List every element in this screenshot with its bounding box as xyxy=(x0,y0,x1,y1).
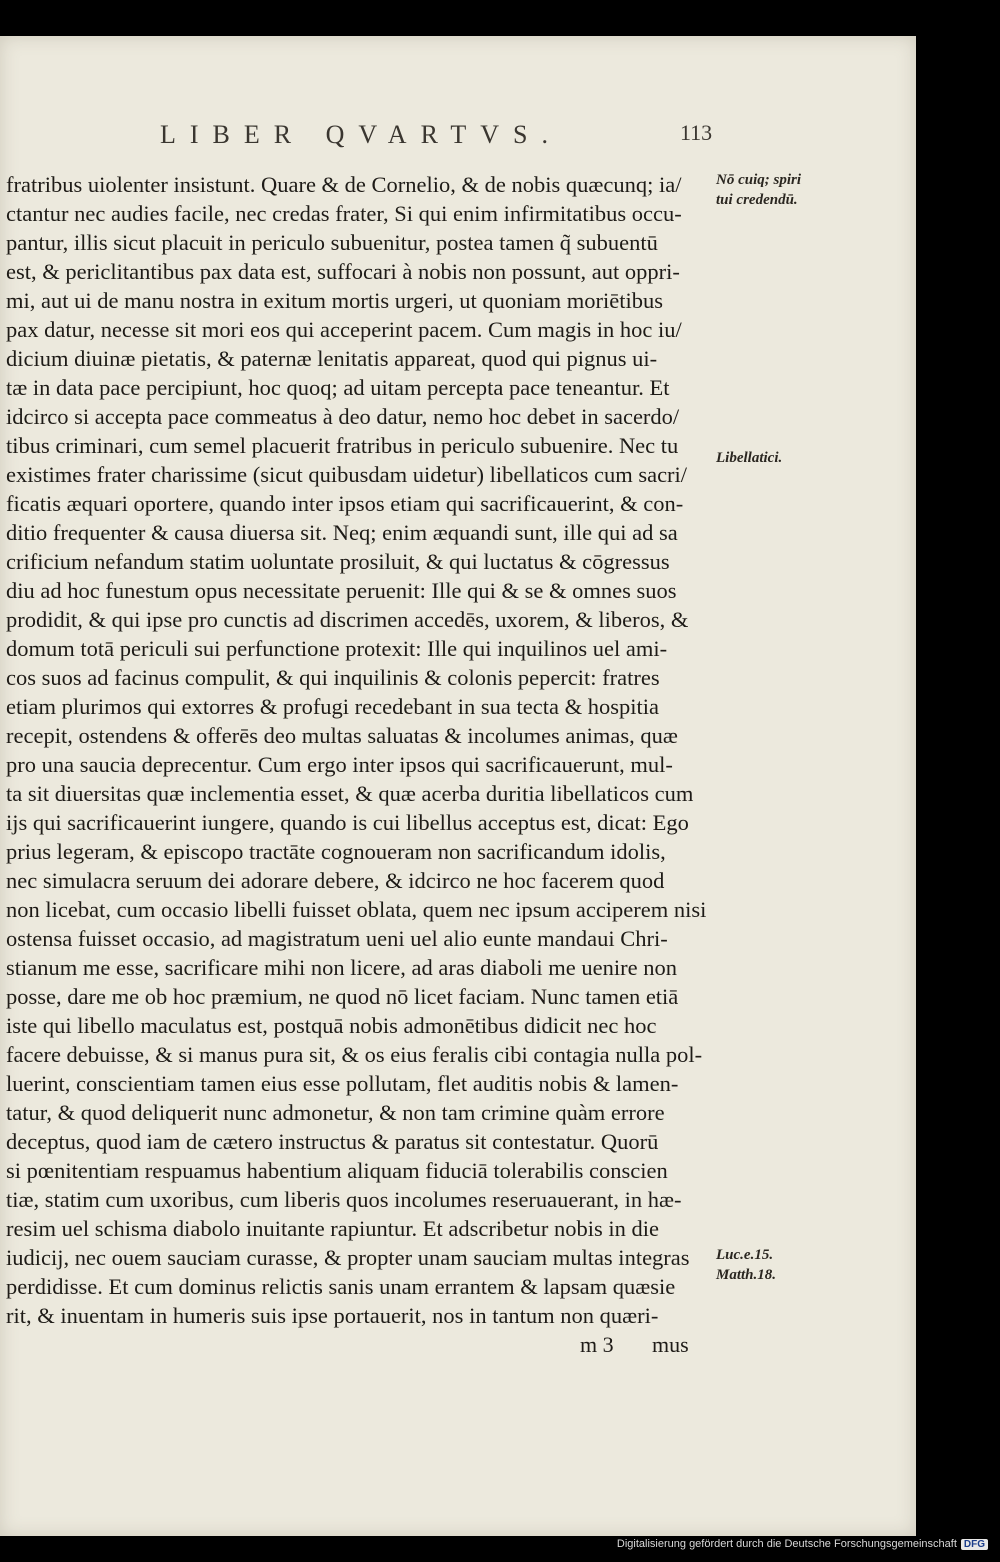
text-line: facere debuisse, & si manus pura sit, & os eius feralis cibi contagia nulla pol- xyxy=(6,1042,703,1067)
book-page xyxy=(0,36,916,1536)
text-line: ditio frequenter & causa diuersa sit. Neq; enim æquandi sunt, ille qui ad sa xyxy=(6,520,678,545)
text-line: deceptus, quod iam de cætero instructus & paratus sit contestatur. Quorū xyxy=(6,1129,659,1154)
text-line: ostensa fuisset occasio, ad magistratum ueni uel alio eunte mandaui Chri- xyxy=(6,926,668,951)
text-line: est, & periclitantibus pax data est, suffocari à nobis non possunt, aut oppri- xyxy=(6,259,680,284)
text-line: pax datur, necesse sit mori eos qui acceperint pacem. Cum magis in hoc iu/ xyxy=(6,317,682,342)
text-line: nec simulacra seruum dei adorare debere, & idcirco ne hoc facerem quod xyxy=(6,868,665,893)
marginal-note-libellatici xyxy=(716,448,782,468)
text-line: si pœnitentiam respuamus habentium aliquam fiduciā tolerabilis conscien xyxy=(6,1158,668,1183)
text-line: tiæ, statim cum uxoribus, cum liberis quos incolumes reseruauerant, in hæ- xyxy=(6,1187,682,1212)
text-line: diu ad hoc funestum opus necessitate peruenit: Ille qui & se & omnes suos xyxy=(6,578,677,603)
text-line: pro una saucia deprecentur. Cum ergo inter ipsos qui sacrificauerunt, mul- xyxy=(6,752,673,777)
text-line: etiam plurimos qui extorres & profugi recedebant in sua tecta & hospitia xyxy=(6,694,659,719)
text-line: pantur, illis sicut placuit in periculo subuenitur, postea tamen q̃ subuentū xyxy=(6,230,658,255)
body-text xyxy=(6,170,706,1330)
text-line: ctantur nec audies facile, nec credas frater, Si qui enim infirmitatibus occu- xyxy=(6,201,682,226)
text-line: prius legeram, & episcopo tractāte cognoueram non sacrificandum idolis, xyxy=(6,839,666,864)
text-line: iudicij, nec ouem sauciam curasse, & propter unam sauciam multas integras xyxy=(6,1245,690,1270)
text-line: posse, dare me ob hoc præmium, ne quod nō licet faciam. Nunc tamen etiā xyxy=(6,984,679,1009)
text-line: tatur, & quod deliquerit nunc admonetur, & non tam crimine quàm errore xyxy=(6,1100,665,1125)
text-line: luerint, conscientiam tamen eius esse pollutam, flet auditis nobis & lamen- xyxy=(6,1071,679,1096)
text-line: perdidisse. Et cum dominus relictis sanis unam errantem & lapsam quæsie xyxy=(6,1274,676,1299)
text-line: stianum me esse, sacrificare mihi non licere, ad aras diaboli me uenire non xyxy=(6,955,678,980)
marginal-note-spirit xyxy=(716,170,801,210)
text-line: prodidit, & qui ipse pro cunctis ad discrimen accedēs, uxorem, & liberos, & xyxy=(6,607,689,632)
signature-mark: m 3 xyxy=(580,1332,614,1357)
text-line: rit, & inuentam in humeris suis ipse portauerit, nos in tantum non quæri- xyxy=(6,1303,659,1328)
running-head xyxy=(160,120,720,160)
text-line: non licebat, cum occasio libelli fuisset oblata, quem nec ipsum acciperem nisi xyxy=(6,897,706,922)
text-line: iste qui libello maculatus est, postquā nobis admonētibus didicit nec hoc xyxy=(6,1013,657,1038)
digitization-credit xyxy=(617,1538,988,1550)
text-line: idcirco si accepta pace commeatus à deo datur, nemo hoc debet in sacerdo/ xyxy=(6,404,680,429)
marginal-note-line: Matth.18. xyxy=(716,1267,777,1283)
marginal-note-line: Nō cuiq; spiri xyxy=(716,172,802,188)
running-title: LIBER QVARTVS. xyxy=(160,120,562,149)
text-line: recepit, ostendens & offerēs deo multas saluatas & incolumes animas, quæ xyxy=(6,723,678,748)
page-number: 113 xyxy=(680,120,713,145)
text-line: tæ in data pace percipiunt, hoc quoq; ad uitam percepta pace teneantur. Et xyxy=(6,375,670,400)
text-line: fratribus uiolenter insistunt. Quare & de Cornelio, & de nobis quæcunq; ia/ xyxy=(6,172,682,197)
text-line: dicium diuinæ pietatis, & paternæ lenitatis appareat, quod qui pignus ui- xyxy=(6,346,658,371)
dfg-logo: DFG xyxy=(961,1539,988,1550)
credit-text: Digitalisierung gefördert durch die Deutsche Forschungsgemeinschaft xyxy=(616,1538,957,1550)
text-line: tibus criminari, cum semel placuerit fratribus in periculo subuenire. Nec tu xyxy=(6,433,679,458)
catchword: mus xyxy=(652,1332,689,1357)
text-line: ta sit diuersitas quæ inclementia esset, & quæ acerba duritia libellaticos cum xyxy=(6,781,694,806)
text-line: resim uel schisma diabolo inuitante rapiuntur. Et adscribetur nobis in die xyxy=(6,1216,659,1241)
text-line: domum totā periculi sui perfunctione protexit: Ille qui inquilinos uel ami- xyxy=(6,636,668,661)
text-line: crificium nefandum statim uoluntate prosiluit, & qui luctatus & cōgressus xyxy=(6,549,670,574)
marginal-note-references xyxy=(716,1245,776,1285)
text-line: existimes frater charissime (sicut quibusdam uidetur) libellaticos cum sacri/ xyxy=(6,462,688,487)
text-line: ficatis æquari oportere, quando inter ipsos etiam qui sacrificauerint, & con- xyxy=(6,491,684,516)
marginal-note-line: tui credendū. xyxy=(716,192,798,208)
text-line: cos suos ad facinus compulit, & qui inquilinis & colonis pepercit: fratres xyxy=(6,665,660,690)
marginal-note-line: Luc.e.15. xyxy=(716,1247,774,1263)
marginal-note-line: Libellatici. xyxy=(716,450,783,466)
text-line: mi, aut ui de manu nostra in exitum mortis urgeri, ut quoniam moriētibus xyxy=(6,288,663,313)
text-line: ijs qui sacrificauerint iungere, quando is cui libellus acceptus est, dicat: Ego xyxy=(6,810,689,835)
